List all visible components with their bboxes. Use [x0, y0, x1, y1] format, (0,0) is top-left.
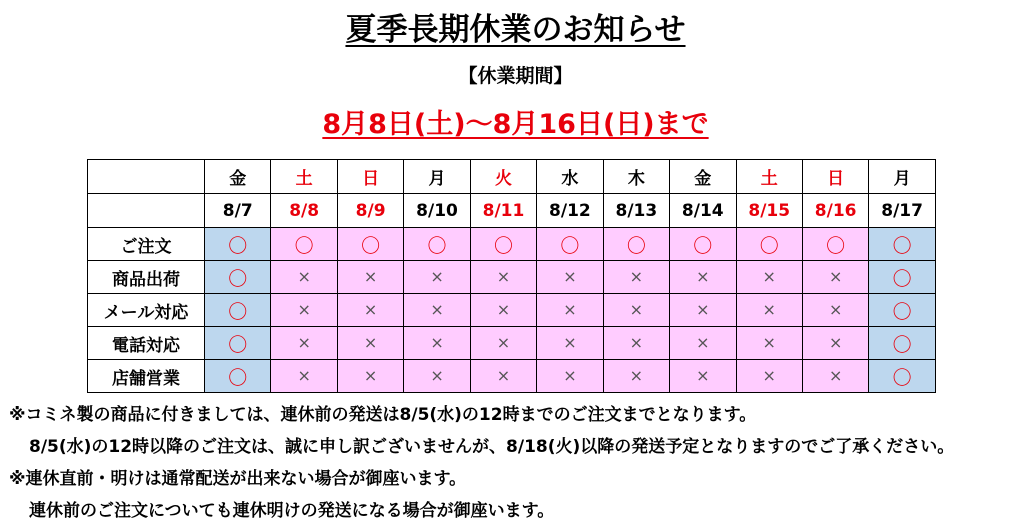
- closed-mark: ×: [363, 366, 378, 385]
- status-cell: [205, 360, 271, 393]
- service-row: [88, 294, 936, 327]
- status-cell: [537, 261, 603, 294]
- closed-mark: ×: [629, 333, 644, 352]
- weekday-cell: 土: [736, 160, 802, 194]
- weekday-row: [88, 160, 936, 194]
- date-cell: 8/9: [337, 194, 403, 228]
- status-cell: [603, 261, 669, 294]
- note-line-2: 8/5(水)の12時以降のご注文は、誠に申し訳ございませんが、8/18(火)以降の発送予定となりますのでご了承ください。: [29, 437, 955, 457]
- service-label: 電話対応: [88, 327, 205, 360]
- weekday-cell: 金: [670, 160, 736, 194]
- date-cell: 8/13: [603, 194, 669, 228]
- note-line-1: ※コミネ製の商品に付きましては、連休前の発送は8/5(水)の12時までのご注文までとなります。: [9, 405, 757, 425]
- date-cell: 8/15: [736, 194, 802, 228]
- status-cell: [404, 360, 470, 393]
- status-cell: [802, 228, 868, 261]
- closed-mark: ×: [297, 300, 311, 319]
- closed-mark: ×: [363, 300, 378, 319]
- status-cell: [670, 261, 736, 294]
- service-row: [88, 360, 936, 393]
- status-cell: [736, 360, 802, 393]
- closed-mark: ×: [430, 366, 444, 385]
- status-cell: [869, 327, 935, 360]
- weekday-cell: 日: [337, 160, 403, 194]
- schedule-table: [87, 159, 936, 393]
- status-cell: [271, 360, 337, 393]
- closed-mark: ×: [762, 300, 776, 319]
- status-cell: [470, 294, 536, 327]
- status-cell: [537, 360, 603, 393]
- status-cell: [670, 327, 736, 360]
- status-cell: [869, 228, 935, 261]
- open-mark: 〇: [228, 234, 248, 257]
- status-cell: [736, 261, 802, 294]
- status-cell: [271, 294, 337, 327]
- status-cell: [271, 261, 337, 294]
- closed-mark: ×: [629, 366, 644, 385]
- closed-mark: ×: [563, 333, 577, 352]
- status-cell: [470, 360, 536, 393]
- closed-mark: ×: [762, 333, 776, 352]
- status-cell: [869, 360, 935, 393]
- closed-mark: ×: [696, 366, 710, 385]
- status-cell: [337, 327, 403, 360]
- open-mark: 〇: [228, 333, 248, 356]
- note-line-3: ※連休直前・明けは通常配送が出来ない場合が御座います。: [9, 469, 467, 489]
- status-cell: [802, 261, 868, 294]
- open-mark: 〇: [892, 366, 912, 389]
- closed-mark: ×: [696, 267, 710, 286]
- status-cell: [603, 360, 669, 393]
- open-mark: 〇: [228, 366, 248, 389]
- service-row: [88, 228, 936, 261]
- closed-mark: ×: [496, 300, 511, 319]
- weekday-cell: 土: [271, 160, 337, 194]
- status-cell: [802, 360, 868, 393]
- status-cell: [470, 327, 536, 360]
- notes: [9, 399, 954, 527]
- closed-mark: ×: [563, 366, 577, 385]
- status-cell: [802, 327, 868, 360]
- date-cell: 8/7: [205, 194, 271, 228]
- status-cell: [736, 294, 802, 327]
- open-mark: 〇: [892, 300, 912, 323]
- status-cell: [271, 228, 337, 261]
- open-mark: 〇: [626, 234, 646, 257]
- status-cell: [603, 294, 669, 327]
- status-cell: [537, 228, 603, 261]
- status-cell: [470, 261, 536, 294]
- open-mark: 〇: [493, 234, 513, 257]
- closed-mark: ×: [828, 300, 843, 319]
- closed-mark: ×: [629, 267, 644, 286]
- closed-mark: ×: [563, 267, 577, 286]
- closed-mark: ×: [363, 267, 378, 286]
- closed-mark: ×: [828, 267, 843, 286]
- date-row: [88, 194, 936, 228]
- status-cell: [337, 261, 403, 294]
- status-cell: [802, 294, 868, 327]
- closed-mark: ×: [430, 267, 444, 286]
- closed-mark: ×: [297, 333, 311, 352]
- status-cell: [670, 294, 736, 327]
- closed-mark: ×: [496, 333, 511, 352]
- status-cell: [404, 261, 470, 294]
- open-mark: 〇: [892, 267, 912, 290]
- open-mark: 〇: [427, 234, 447, 257]
- status-cell: [603, 327, 669, 360]
- date-cell: 8/14: [670, 194, 736, 228]
- status-cell: [736, 327, 802, 360]
- open-mark: 〇: [228, 267, 248, 290]
- status-cell: [205, 228, 271, 261]
- closed-mark: ×: [629, 300, 644, 319]
- status-cell: [404, 327, 470, 360]
- closed-mark: ×: [696, 300, 710, 319]
- status-cell: [337, 360, 403, 393]
- date-cell: 8/12: [537, 194, 603, 228]
- period-heading: 【休業期間】: [458, 65, 573, 87]
- closed-mark: ×: [297, 267, 311, 286]
- status-cell: [205, 327, 271, 360]
- date-cell: 8/17: [869, 194, 935, 228]
- date-cell: 8/10: [404, 194, 470, 228]
- weekday-cell: 月: [869, 160, 935, 194]
- status-cell: [205, 261, 271, 294]
- status-cell: [271, 327, 337, 360]
- closed-mark: ×: [563, 300, 577, 319]
- closed-mark: ×: [430, 300, 444, 319]
- status-cell: [337, 228, 403, 261]
- status-cell: [670, 228, 736, 261]
- closed-mark: ×: [696, 333, 710, 352]
- closed-mark: ×: [828, 366, 843, 385]
- date-cell: 8/8: [271, 194, 337, 228]
- closed-mark: ×: [496, 267, 511, 286]
- weekday-cell: 水: [537, 160, 603, 194]
- service-row: [88, 261, 936, 294]
- status-cell: [537, 327, 603, 360]
- weekday-cell: 火: [470, 160, 536, 194]
- service-label: メール対応: [88, 294, 205, 327]
- open-mark: 〇: [361, 234, 381, 257]
- corner-cell: [88, 194, 205, 228]
- status-cell: [603, 228, 669, 261]
- status-cell: [670, 360, 736, 393]
- service-label: ご注文: [88, 228, 205, 261]
- notice-title: 夏季長期休業のお知らせ: [345, 12, 686, 48]
- service-row: [88, 327, 936, 360]
- service-label: 店舗営業: [88, 360, 205, 393]
- weekday-cell: 木: [603, 160, 669, 194]
- status-cell: [869, 294, 935, 327]
- open-mark: 〇: [560, 234, 580, 257]
- closed-mark: ×: [430, 333, 444, 352]
- open-mark: 〇: [759, 234, 779, 257]
- open-mark: 〇: [228, 300, 248, 323]
- status-cell: [537, 294, 603, 327]
- closed-mark: ×: [496, 366, 511, 385]
- note-line-4: 連休前のご注文についても連休明けの発送になる場合が御座います。: [29, 501, 555, 521]
- date-cell: 8/11: [470, 194, 536, 228]
- status-cell: [205, 294, 271, 327]
- closed-mark: ×: [762, 366, 776, 385]
- closed-mark: ×: [297, 366, 311, 385]
- closed-mark: ×: [828, 333, 843, 352]
- status-cell: [337, 294, 403, 327]
- open-mark: 〇: [693, 234, 713, 257]
- weekday-cell: 日: [802, 160, 868, 194]
- weekday-cell: 月: [404, 160, 470, 194]
- open-mark: 〇: [892, 234, 912, 257]
- open-mark: 〇: [294, 234, 314, 257]
- status-cell: [869, 261, 935, 294]
- status-cell: [404, 294, 470, 327]
- closed-mark: ×: [363, 333, 378, 352]
- closed-mark: ×: [762, 267, 776, 286]
- status-cell: [404, 228, 470, 261]
- date-cell: 8/16: [802, 194, 868, 228]
- weekday-cell: 金: [205, 160, 271, 194]
- open-mark: 〇: [826, 234, 846, 257]
- service-label: 商品出荷: [88, 261, 205, 294]
- status-cell: [470, 228, 536, 261]
- corner-cell: [88, 160, 205, 194]
- open-mark: 〇: [892, 333, 912, 356]
- holiday-period: 8月8日(土)～8月16日(日)まで: [322, 109, 709, 140]
- status-cell: [736, 228, 802, 261]
